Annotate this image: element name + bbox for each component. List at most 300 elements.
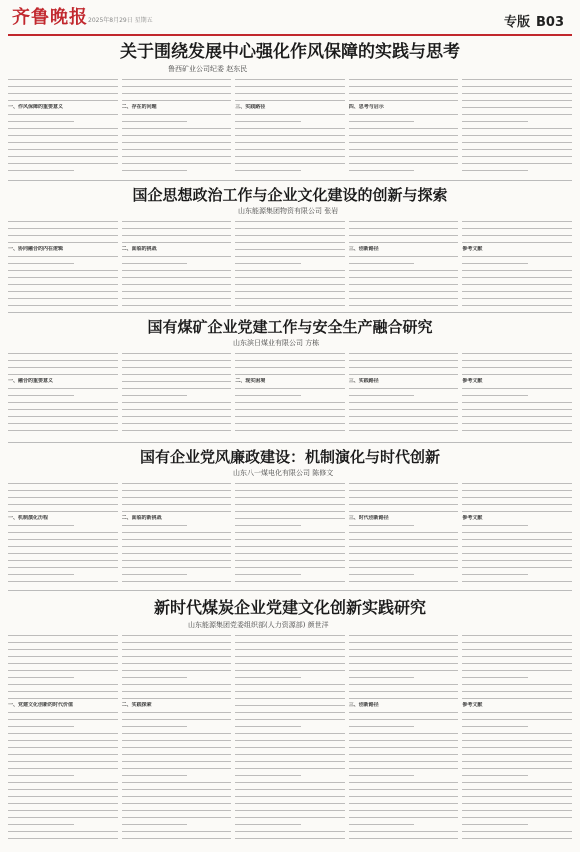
body-text-line — [122, 800, 232, 807]
body-text-line — [462, 709, 572, 716]
body-text-line — [462, 146, 572, 153]
body-text-line — [122, 427, 232, 434]
body-text-line — [122, 501, 232, 508]
body-text-line — [462, 681, 572, 688]
body-text-line — [122, 646, 232, 653]
body-text-line — [462, 646, 572, 653]
body-text-line — [122, 218, 232, 225]
body-text-line — [122, 807, 232, 814]
body-text-line — [349, 97, 459, 104]
body-column — [122, 218, 232, 308]
body-column — [235, 350, 345, 438]
body-text-line — [8, 225, 118, 232]
body-text-line — [122, 253, 232, 260]
section-subheading: 一、协同融合的内在逻辑 — [8, 246, 64, 252]
body-text-line — [8, 716, 118, 723]
body-text-line — [122, 639, 232, 646]
body-text-line — [8, 744, 118, 751]
body-column — [349, 480, 459, 586]
body-column — [235, 632, 345, 846]
body-column — [462, 350, 572, 438]
body-text-line — [235, 253, 345, 260]
body-text-line — [349, 288, 459, 295]
section-subheading: 二、实践探索 — [121, 702, 152, 708]
body-text-line — [235, 357, 345, 364]
body-text-line — [235, 274, 345, 281]
body-text-line — [235, 814, 345, 821]
body-text-line — [349, 494, 459, 501]
body-text-line — [122, 392, 232, 399]
body-text-line — [8, 97, 118, 104]
article-body — [8, 218, 572, 308]
body-text-line — [8, 118, 118, 125]
body-text-line — [235, 709, 345, 716]
body-text-line — [8, 90, 118, 97]
body-text-line — [122, 557, 232, 564]
body-text-line — [462, 639, 572, 646]
body-text-line — [235, 807, 345, 814]
body-text-line — [122, 146, 232, 153]
body-text-line — [235, 97, 345, 104]
body-text-line — [349, 737, 459, 744]
body-text-line — [122, 132, 232, 139]
body-text-line — [235, 515, 345, 522]
body-text-line — [462, 550, 572, 557]
body-text-line — [8, 779, 118, 786]
body-text-line — [462, 557, 572, 564]
body-text-line — [349, 232, 459, 239]
body-text-line — [349, 744, 459, 751]
body-text-line — [462, 536, 572, 543]
article-title: 国有企业党风廉政建设：机制演化与时代创新 — [139, 448, 440, 466]
publication-date: 2025年8月29日 星期五 — [88, 17, 153, 24]
body-text-line — [122, 281, 232, 288]
article — [8, 596, 572, 848]
body-text-line — [235, 522, 345, 529]
body-text-line — [122, 688, 232, 695]
body-text-line — [122, 288, 232, 295]
article-byline: 山东能源集团物资有限公司 张岩 — [238, 207, 339, 215]
body-text-line — [122, 653, 232, 660]
body-text-line — [235, 779, 345, 786]
body-text-line — [8, 550, 118, 557]
body-text-line — [122, 681, 232, 688]
body-text-line — [462, 118, 572, 125]
body-text-line — [349, 716, 459, 723]
newspaper-logo: 齐鲁晚报 — [12, 7, 88, 28]
body-text-line — [349, 550, 459, 557]
body-text-line — [349, 267, 459, 274]
body-text-line — [462, 828, 572, 835]
body-text-line — [122, 90, 232, 97]
body-text-line — [462, 153, 572, 160]
section-subheading: 三、实践路径 — [348, 378, 379, 384]
body-text-line — [349, 167, 459, 174]
body-text-line — [462, 667, 572, 674]
section-subheading: 四、思考与启示 — [348, 104, 384, 110]
body-text-line — [349, 688, 459, 695]
edition-name: 专版 — [503, 15, 530, 30]
body-text-line — [8, 302, 118, 308]
body-text-line — [349, 529, 459, 536]
body-text-line — [122, 378, 232, 385]
article-body — [8, 480, 572, 586]
body-text-line — [235, 723, 345, 730]
body-text-line — [8, 111, 118, 118]
article-divider — [8, 590, 572, 591]
body-text-line — [349, 807, 459, 814]
section-subheading: 参考文献 — [462, 246, 483, 252]
body-text-line — [122, 508, 232, 515]
body-text-line — [8, 494, 118, 501]
body-text-line — [462, 814, 572, 821]
body-text-line — [8, 737, 118, 744]
section-subheading: 二、现实困境 — [235, 378, 266, 384]
body-text-line — [462, 104, 572, 111]
body-text-line — [122, 350, 232, 357]
body-text-line — [462, 786, 572, 793]
body-text-line — [235, 550, 345, 557]
body-text-line — [349, 420, 459, 427]
article-byline: 山东能源集团党委组织部(人力资源部) 颜世洋 — [188, 621, 329, 629]
body-text-line — [349, 814, 459, 821]
body-text-line — [462, 371, 572, 378]
body-text-line — [8, 160, 118, 167]
body-text-line — [235, 695, 345, 702]
body-text-line — [8, 406, 118, 413]
body-text-line — [8, 653, 118, 660]
body-text-line — [122, 385, 232, 392]
body-text-line — [122, 828, 232, 835]
body-text-line — [235, 646, 345, 653]
body-text-line — [122, 274, 232, 281]
body-column — [462, 218, 572, 308]
body-text-line — [462, 737, 572, 744]
body-text-line — [349, 632, 459, 639]
body-text-line — [235, 639, 345, 646]
body-text-line — [462, 807, 572, 814]
body-text-line — [462, 218, 572, 225]
body-text-line — [349, 578, 459, 585]
body-text-line — [8, 828, 118, 835]
body-text-line — [349, 239, 459, 246]
body-text-line — [349, 132, 459, 139]
body-text-line — [8, 786, 118, 793]
body-text-line — [349, 302, 459, 308]
body-column — [122, 350, 232, 438]
body-text-line — [349, 695, 459, 702]
body-text-line — [462, 501, 572, 508]
body-text-line — [235, 660, 345, 667]
body-text-line — [349, 274, 459, 281]
body-text-line — [8, 681, 118, 688]
body-text-line — [235, 160, 345, 167]
body-text-line — [122, 779, 232, 786]
body-text-line — [349, 253, 459, 260]
body-text-line — [122, 536, 232, 543]
body-text-line — [8, 543, 118, 550]
body-text-line — [349, 357, 459, 364]
body-text-line — [122, 480, 232, 487]
article-divider — [8, 180, 572, 181]
body-text-line — [8, 800, 118, 807]
page-number: B03 — [536, 15, 564, 30]
body-text-line — [349, 709, 459, 716]
body-text-line — [8, 564, 118, 571]
body-text-line — [349, 364, 459, 371]
body-column — [8, 480, 118, 586]
body-text-line — [349, 786, 459, 793]
body-column — [8, 350, 118, 438]
body-text-line — [8, 578, 118, 585]
body-text-line — [235, 132, 345, 139]
body-text-line — [8, 281, 118, 288]
body-text-line — [122, 160, 232, 167]
body-text-line — [122, 260, 232, 267]
body-text-line — [349, 646, 459, 653]
body-text-line — [235, 167, 345, 174]
body-text-line — [8, 536, 118, 543]
body-text-line — [122, 225, 232, 232]
body-text-line — [8, 765, 118, 772]
article — [8, 316, 572, 440]
body-text-line — [122, 357, 232, 364]
body-text-line — [462, 793, 572, 800]
body-text-line — [462, 695, 572, 702]
body-text-line — [8, 153, 118, 160]
body-text-line — [349, 765, 459, 772]
body-text-line — [235, 385, 345, 392]
body-text-line — [462, 420, 572, 427]
body-text-line — [8, 639, 118, 646]
body-text-line — [349, 295, 459, 302]
article-body — [8, 350, 572, 438]
body-text-line — [349, 90, 459, 97]
body-text-line — [235, 83, 345, 90]
body-text-line — [122, 564, 232, 571]
body-text-line — [349, 83, 459, 90]
body-text-line — [462, 139, 572, 146]
body-text-line — [122, 413, 232, 420]
body-text-line — [8, 660, 118, 667]
body-text-line — [235, 246, 345, 253]
body-text-line — [122, 522, 232, 529]
body-text-line — [8, 709, 118, 716]
body-column — [8, 218, 118, 308]
body-text-line — [8, 557, 118, 564]
body-text-line — [349, 821, 459, 828]
body-text-line — [122, 76, 232, 83]
body-text-line — [235, 716, 345, 723]
body-text-line — [235, 564, 345, 571]
body-text-line — [8, 695, 118, 702]
body-text-line — [235, 487, 345, 494]
body-text-line — [8, 364, 118, 371]
body-text-line — [235, 501, 345, 508]
body-text-line — [462, 350, 572, 357]
body-column — [235, 480, 345, 586]
body-text-line — [349, 571, 459, 578]
body-text-line — [235, 90, 345, 97]
body-text-line — [462, 132, 572, 139]
body-text-line — [462, 730, 572, 737]
body-text-line — [235, 744, 345, 751]
body-text-line — [122, 571, 232, 578]
edition-label — [504, 11, 564, 30]
body-text-line — [462, 508, 572, 515]
body-text-line — [8, 508, 118, 515]
article-divider — [8, 312, 572, 313]
body-text-line — [122, 267, 232, 274]
body-text-line — [122, 371, 232, 378]
body-text-line — [235, 758, 345, 765]
body-text-line — [235, 406, 345, 413]
body-text-line — [349, 146, 459, 153]
body-text-line — [235, 702, 345, 709]
body-text-line — [462, 800, 572, 807]
section-subheading: 三、时代创新路径 — [348, 515, 389, 521]
body-text-line — [8, 632, 118, 639]
body-text-line — [235, 302, 345, 308]
section-subheading: 三、创新路径 — [348, 246, 379, 252]
body-text-line — [349, 125, 459, 132]
body-text-line — [235, 536, 345, 543]
body-text-line — [122, 420, 232, 427]
body-text-line — [235, 828, 345, 835]
page-header — [0, 0, 580, 36]
body-text-line — [8, 232, 118, 239]
body-text-line — [462, 487, 572, 494]
body-text-line — [462, 160, 572, 167]
body-text-line — [235, 427, 345, 434]
body-text-line — [235, 295, 345, 302]
article-byline: 鲁西矿业公司纪委 赵东民 — [168, 65, 248, 73]
body-text-line — [8, 413, 118, 420]
body-text-line — [235, 111, 345, 118]
body-text-line — [462, 674, 572, 681]
body-text-line — [8, 646, 118, 653]
body-text-line — [122, 814, 232, 821]
section-subheading: 二、面临的新挑战 — [121, 515, 162, 521]
body-text-line — [122, 239, 232, 246]
body-text-line — [349, 667, 459, 674]
body-text-line — [8, 167, 118, 174]
body-text-line — [349, 413, 459, 420]
article-title: 国有煤矿企业党建工作与安全生产融合研究 — [147, 318, 433, 336]
body-text-line — [235, 494, 345, 501]
body-text-line — [462, 765, 572, 772]
body-text-line — [8, 522, 118, 529]
body-text-line — [235, 364, 345, 371]
body-text-line — [8, 350, 118, 357]
body-text-line — [122, 118, 232, 125]
body-text-line — [122, 399, 232, 406]
body-text-line — [349, 153, 459, 160]
body-text-line — [235, 232, 345, 239]
body-text-line — [462, 494, 572, 501]
body-text-line — [235, 730, 345, 737]
body-column — [349, 350, 459, 438]
body-text-line — [122, 765, 232, 772]
body-text-line — [235, 667, 345, 674]
body-text-line — [235, 399, 345, 406]
body-column — [462, 632, 572, 846]
body-text-line — [349, 772, 459, 779]
article-body — [8, 632, 572, 846]
article-title: 新时代煤炭企业党建文化创新实践研究 — [153, 598, 426, 617]
body-text-line — [8, 807, 118, 814]
body-text-line — [235, 557, 345, 564]
body-text-line — [462, 392, 572, 399]
body-text-line — [8, 371, 118, 378]
body-text-line — [462, 660, 572, 667]
body-text-line — [349, 543, 459, 550]
body-text-line — [462, 76, 572, 83]
body-text-line — [235, 578, 345, 585]
body-text-line — [235, 350, 345, 357]
body-text-line — [122, 744, 232, 751]
body-text-line — [8, 239, 118, 246]
body-text-line — [462, 578, 572, 585]
body-text-line — [462, 97, 572, 104]
body-text-line — [122, 772, 232, 779]
body-text-line — [462, 357, 572, 364]
body-text-line — [122, 494, 232, 501]
body-text-line — [122, 737, 232, 744]
body-text-line — [122, 793, 232, 800]
body-text-line — [122, 167, 232, 174]
body-text-line — [235, 571, 345, 578]
body-text-line — [235, 420, 345, 427]
body-text-line — [8, 793, 118, 800]
body-text-line — [122, 487, 232, 494]
body-text-line — [349, 557, 459, 564]
body-column — [235, 218, 345, 308]
body-text-line — [349, 793, 459, 800]
body-text-line — [122, 295, 232, 302]
body-text-line — [235, 786, 345, 793]
body-text-line — [122, 709, 232, 716]
body-text-line — [349, 218, 459, 225]
body-text-line — [122, 97, 232, 104]
body-text-line — [235, 688, 345, 695]
body-text-line — [462, 779, 572, 786]
body-text-line — [8, 758, 118, 765]
body-text-line — [8, 218, 118, 225]
body-text-line — [122, 821, 232, 828]
body-text-line — [235, 681, 345, 688]
body-text-line — [462, 253, 572, 260]
body-text-line — [462, 125, 572, 132]
body-text-line — [462, 480, 572, 487]
body-text-line — [122, 730, 232, 737]
body-text-line — [122, 578, 232, 585]
body-text-line — [8, 814, 118, 821]
body-text-line — [349, 281, 459, 288]
body-column — [122, 632, 232, 846]
body-text-line — [122, 364, 232, 371]
body-text-line — [462, 413, 572, 420]
section-subheading: 三、实践路径 — [235, 104, 266, 110]
body-text-line — [349, 139, 459, 146]
body-text-line — [8, 399, 118, 406]
body-text-line — [8, 688, 118, 695]
article — [8, 40, 572, 178]
body-text-line — [235, 153, 345, 160]
body-column — [235, 76, 345, 176]
body-text-line — [349, 225, 459, 232]
body-text-line — [8, 501, 118, 508]
